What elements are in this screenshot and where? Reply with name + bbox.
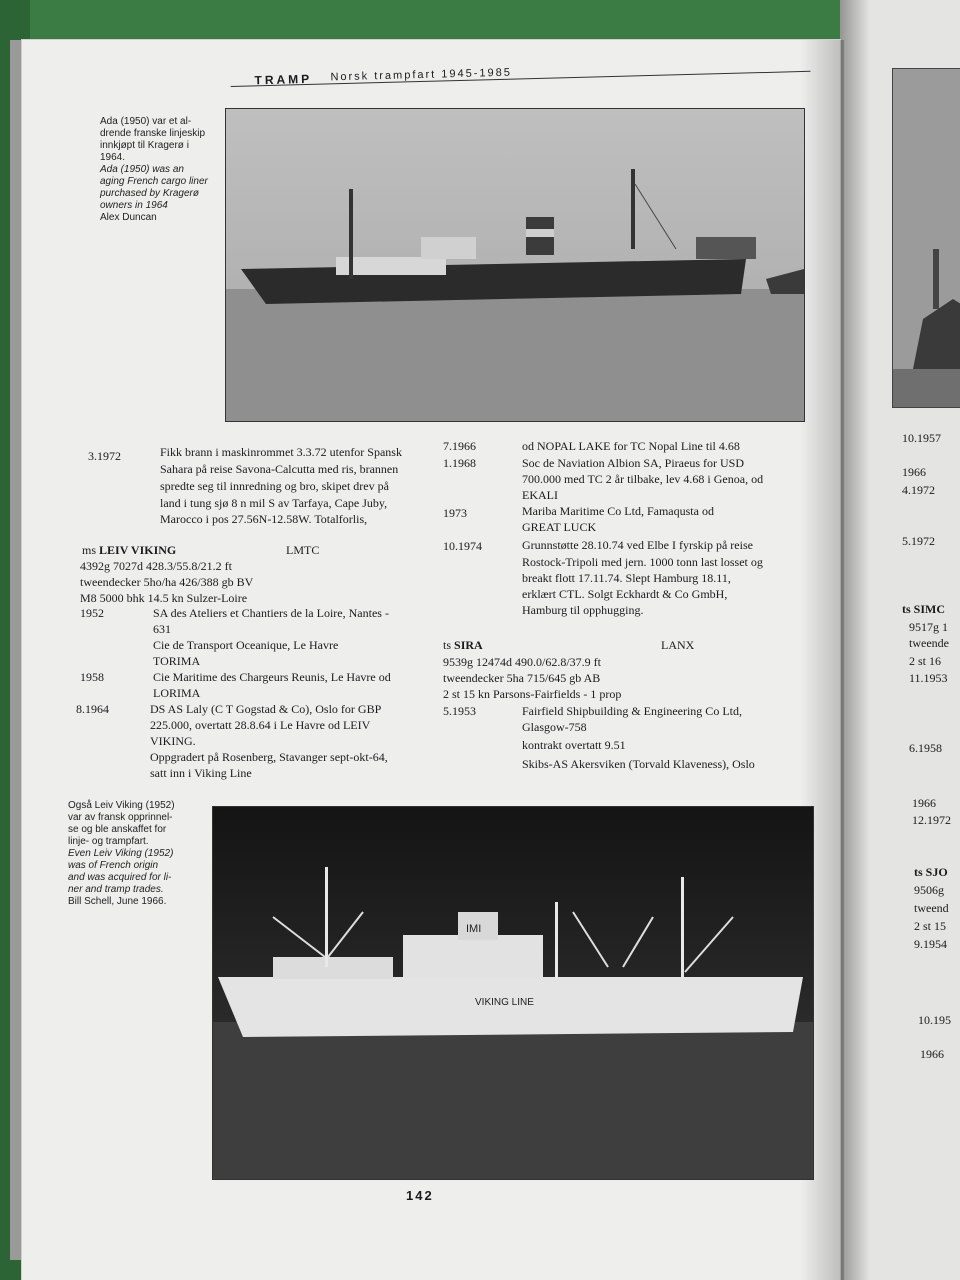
history-date: 10.1974 [443,539,482,553]
entry-text-line: land i tung sjø 8 n mil S av Tarfaya, Cape Juby, [160,496,388,510]
entry-text-line: Marocco i pos 27.56N-12.58W. Totalforlis, [160,512,368,526]
history-line: Grunnstøtte 28.10.74 ved Elbe I fyrskip på reise [522,538,753,552]
facing-date: 4.1972 [902,483,935,497]
ship-spec: M8 5000 bhk 14.5 kn Sulzer-Loire [80,591,248,605]
ship-heading-leiv-viking: ms LEIV VIKING [82,543,177,557]
history-line: Soc de Naviation Albion SA, Piraeus for USD [522,456,744,470]
history-line: Oppgradert på Rosenberg, Stavanger sept-okt-64, [150,750,388,764]
history-line: VIKING. [150,734,196,748]
history-line: breakt flott 17.11.74. Slept Hamburg 18.11, [522,571,731,585]
history-line: 700.000 med TC 2 år tilbake, lev 4.68 i Genoa, od [522,472,764,486]
history-line: Skibs-AS Akersviken (Torvald Klaveness), Oslo [522,757,755,771]
history-date: 1952 [80,606,104,620]
ship-code: LMTC [286,543,320,557]
history-line: od NOPAL LAKE for TC Nopal Line til 4.68 [522,439,740,453]
history-line: Cie de Transport Oceanique, Le Havre [153,638,339,652]
history-line: Rostock-Tripoli med jern. 1000 tonn last losset og [522,555,763,569]
history-date: 1973 [443,506,467,520]
facing-date: 10.195 [918,1013,951,1027]
facing-page-photo [892,68,960,408]
binding-shadow [840,0,870,1280]
ship-photo-ada [225,108,805,422]
history-date: 5.1953 [443,704,476,718]
history-line: 631 [153,622,171,636]
history-date: 1958 [80,670,104,684]
history-line: Glasgow-758 [522,720,587,734]
history-line: Mariba Maritime Co Ltd, Famaqusta od [522,504,714,518]
facing-date: 12.1972 [912,813,951,827]
history-date: 1.1968 [443,456,476,470]
facing-spec: tweend [914,901,949,915]
entry-date: 3.1972 [88,449,121,463]
hull-marking: VIKING LINE [475,997,534,1008]
ship-heading-sira: ts SIRA [443,638,483,652]
ship-spec: tweendecker 5ho/ha 426/388 gb BV [80,575,254,589]
history-line: satt inn i Viking Line [150,766,252,780]
facing-date: 1966 [920,1047,944,1061]
facing-date: 1966 [902,465,926,479]
facing-date: 6.1958 [909,741,942,755]
facing-spec: tweende [909,636,949,650]
ship-spec: tweendecker 5ha 715/645 gb AB [443,671,601,685]
facing-date: 9.1954 [914,937,947,951]
entry-text-line: spredte seg til innredning og bro, skipet drev på [160,479,389,493]
history-date: 8.1964 [76,702,109,716]
ship-spec: 2 st 15 kn Parsons-Fairfields - 1 prop [443,687,622,701]
entry-text-line: Fikk brann i maskinrommet 3.3.72 utenfor Spansk [160,445,402,459]
history-line: GREAT LUCK [522,520,597,534]
history-line: DS AS Laly (C T Gogstad & Co), Oslo for GBP [150,702,382,716]
history-line: Fairfield Shipbuilding & Engineering Co Ltd, [522,704,742,718]
ship-code: LANX [661,638,695,652]
history-line: 225.000, overtatt 28.8.64 i Le Havre od LEIV [150,718,371,732]
facing-ship: ts SIMC [902,602,946,616]
ship-photo-leiv-viking [212,806,814,1180]
facing-date: 1966 [912,796,936,810]
history-line: Hamburg til opphugging. [522,603,644,617]
facing-ship: ts SJO [914,865,948,879]
book-title: Norsk trampfart 1945-1985 [330,66,513,84]
entry-text-line: Sahara på reise Savona-Calcutta med ris, brannen [160,462,399,476]
history-line: LORIMA [153,686,201,700]
facing-spec: 2 st 16 [909,654,942,668]
history-line: TORIMA [153,654,201,668]
facing-spec: 9517g 1 [909,620,948,634]
facing-date: 5.1972 [902,534,935,548]
page-number: 142 [406,1188,434,1203]
history-line: erklært CTL. Solgt Eckhardt & Co GmbH, [522,587,728,601]
ship-spec: 4392g 7027d 428.3/55.8/21.2 ft [80,559,232,573]
history-line: kontrakt overtatt 9.51 [522,738,626,752]
history-line: SA des Ateliers et Chantiers de la Loire, Nantes - [153,606,389,620]
photo2-caption: Også Leiv Viking (1952) var av fransk opprinnel- se og ble anskaffet for linje- og trampfart. Even Leiv Viking (1952) was of French origin and was acquired for li- ner and tramp trades. Bill Schell, June 1966. [68,800,208,908]
history-line: EKALI [522,488,558,502]
facing-date: 10.1957 [902,431,941,445]
facing-date: 11.1953 [909,671,948,685]
photo1-caption: Ada (1950) var et al- drende franske linjeskip innkjøpt til Kragerø i 1964. Ada (1950) was an aging French cargo liner purchased by Kragerø owners in 1964 Alex Duncan [100,116,225,224]
ship-spec: 9539g 12474d 490.0/62.8/37.9 ft [443,655,601,669]
funnel-marking: IMI [466,923,482,935]
history-date: 7.1966 [443,439,476,453]
photo-credit: Bill Schell, June 1966. [68,896,167,907]
section-title: TRAMP [254,71,313,88]
facing-spec: 9506g [914,883,944,897]
history-line: Cie Maritime des Chargeurs Reunis, Le Havre od [153,670,391,684]
facing-spec: 2 st 15 [914,919,947,933]
photo-credit: Alex Duncan [100,212,157,223]
